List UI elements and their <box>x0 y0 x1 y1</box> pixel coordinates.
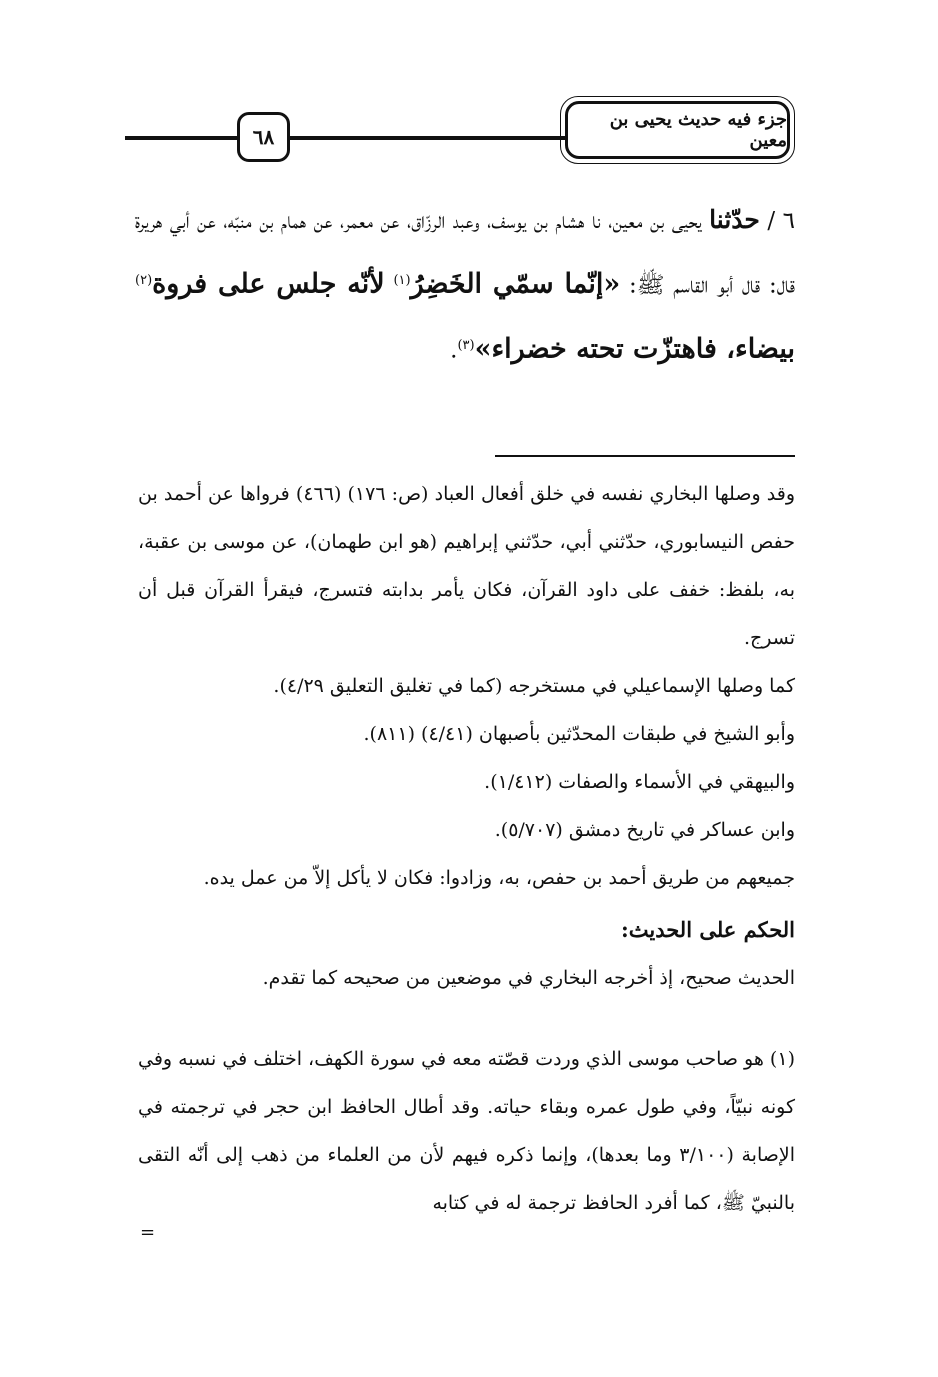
continuation-mark: = <box>140 1222 156 1243</box>
footnote-ref-1: (١) <box>393 273 411 288</box>
footnote-1 <box>138 1035 795 1227</box>
page-number: ٦٨ <box>237 112 290 162</box>
matn-part-2: لأنّه جلس على فروة <box>152 268 385 300</box>
note-paragraph: والبيهقي في الأسماء والصفات (١/٤١٢). <box>484 771 795 793</box>
note-paragraph: وابن عساكر في تاريخ دمشق (٥/٧٠٧). <box>494 819 795 841</box>
matn-part-3: بيضاء، فاهتزّت تحته خضراء» <box>474 333 795 365</box>
note-paragraph: وقد وصلها البخاري نفسه في خلق أفعال العباد (ص: ١٧٦) (٤٦٦) فرواها عن أحمد بن حفص النيسابوري، حدّثني أبي، حدّثني إبراهيم (هو ابن طهمان)، عن موسى بن عقبة، به، بلفظ: خفف على داود القرآن، فكان يأمر بدابته فتسرج، فيقرأ القرآن قبل أن تسرج. <box>138 483 796 649</box>
header-rule-left <box>125 136 237 140</box>
footnote-ref-3: (٣) <box>457 337 475 353</box>
footnote-divider <box>495 455 795 457</box>
isnad: يحيى بن معين، نا هشام بن يوسف، وعبد الرزّاق، عن معمر، عن همام بن منبّه، عن أبي هريرة قال: قال أبو القاسم ﷺ: <box>135 208 796 299</box>
page-header <box>0 0 938 170</box>
note-paragraph: وأبو الشيخ في طبقات المحدّثين بأصبهان (٤/٤١) (٨١١). <box>363 723 795 745</box>
takhrij-notes <box>138 470 795 1002</box>
running-title: جزء فيه حديث يحيى بن معين <box>565 101 790 159</box>
hadith-text <box>135 190 795 380</box>
matn-part-1: «إنّما سمّي الخَضِرُ <box>410 268 621 300</box>
hadith-number: ٦ / <box>767 208 796 234</box>
ruling-paragraph: الحديث صحيح، إذ أخرجه البخاري في موضعين من صحيحه كما تقدم. <box>262 967 795 989</box>
narrator-lead: حدّثنا <box>709 205 760 234</box>
note-paragraph: جميعهم من طريق أحمد بن حفص، به، وزادوا: فكان لا يأكل إلاّ من عمل يده. <box>203 867 795 889</box>
footnote-text: (١) هو صاحب موسى الذي وردت قصّته معه في سورة الكهف، اختلف في نسبه وفي كونه نبيّاً، وفي طول عمره وبقاء حياته. وقد أطال الحافظ ابن حجر في ترجمته في الإصابة (٣/١٠٠ وما بعدها)، وإنما ذكره فيهم لأن من العلماء من ذهب إلى أنّه التقى بالنبيّ ﷺ، كما أفرد الحافظ ترجمة له في كتابه <box>138 1048 795 1214</box>
note-paragraph: كما وصلها الإسماعيلي في مستخرجه (كما في تغليق التعليق ٤/٢٩). <box>273 675 795 697</box>
footnote-ref-2: (٢) <box>135 273 153 288</box>
hadith-end: . <box>450 337 458 364</box>
header-rule-middle <box>290 136 565 140</box>
ruling-heading: الحكم على الحديث: <box>621 917 795 942</box>
